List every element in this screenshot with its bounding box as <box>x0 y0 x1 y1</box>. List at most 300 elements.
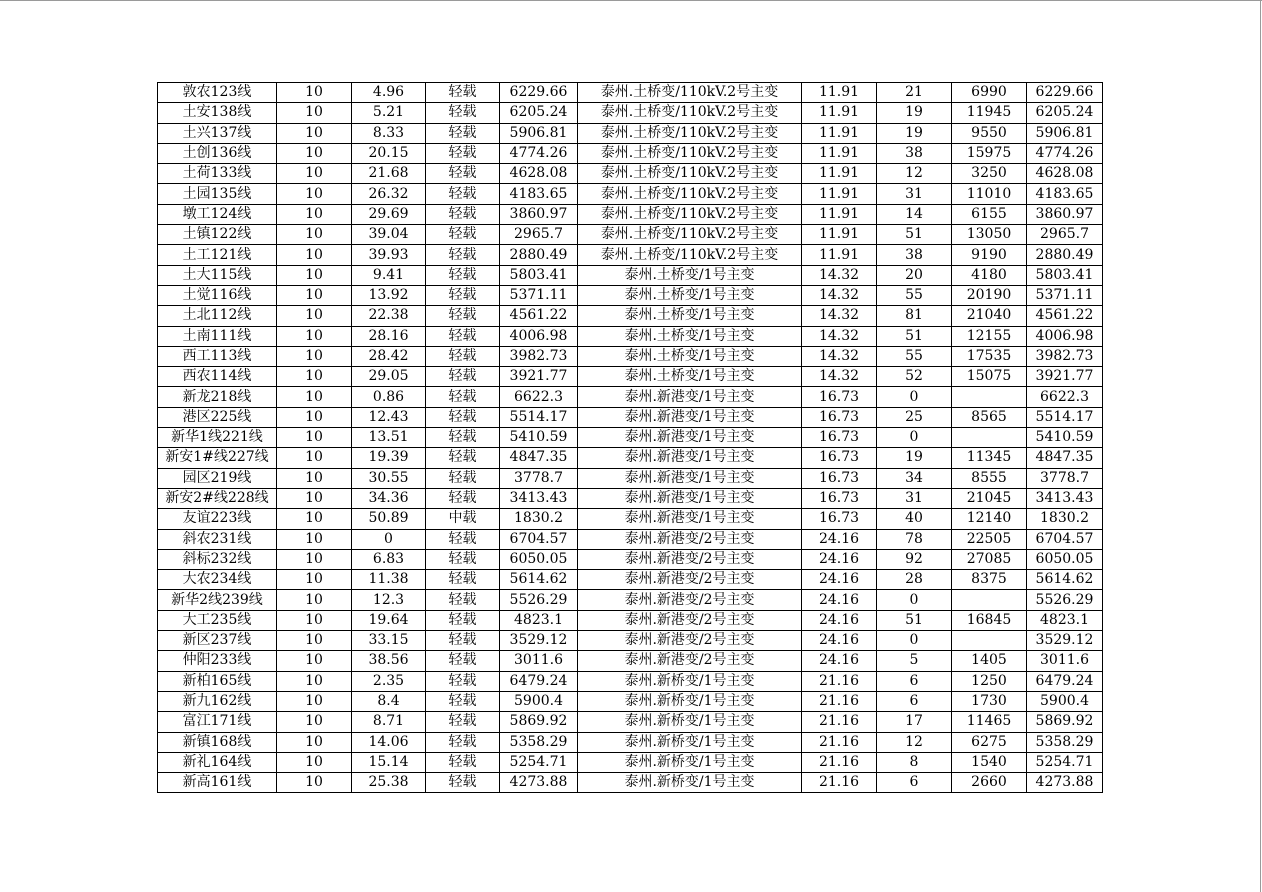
voltage-cell: 10 <box>277 123 352 143</box>
amount-cell: 1540 <box>952 752 1027 772</box>
voltage-cell: 10 <box>277 407 352 427</box>
count-cell: 78 <box>877 529 952 549</box>
load-status-cell: 轻载 <box>426 549 500 569</box>
margin-cell: 3011.6 <box>1027 651 1103 671</box>
amount-cell: 13050 <box>952 225 1027 245</box>
table-row <box>158 590 1103 610</box>
load-rate-cell: 5.21 <box>352 103 426 123</box>
load-rate-cell: 15.14 <box>352 752 426 772</box>
load-status-cell: 轻载 <box>426 691 500 711</box>
load-rate-cell: 8.4 <box>352 691 426 711</box>
load-rate-cell: 22.38 <box>352 306 426 326</box>
line-name-cell: 大农234线 <box>158 570 277 590</box>
transformer-cell: 泰州.新港变/1号主变 <box>578 448 802 468</box>
count-cell: 14 <box>877 204 952 224</box>
table-row <box>158 245 1103 265</box>
margin-cell: 5526.29 <box>1027 590 1103 610</box>
transformer-cell: 泰州.土桥变/110kV.2号主变 <box>578 83 802 103</box>
voltage-cell: 10 <box>277 773 352 793</box>
line-name-cell: 斜农231线 <box>158 529 277 549</box>
load-status-cell: 轻载 <box>426 712 500 732</box>
load-status-cell: 轻载 <box>426 651 500 671</box>
count-cell: 21 <box>877 83 952 103</box>
transformer-cell: 泰州.新港变/2号主变 <box>578 590 802 610</box>
voltage-cell: 10 <box>277 509 352 529</box>
load-rate-cell: 19.39 <box>352 448 426 468</box>
line-name-cell: 墩工124线 <box>158 204 277 224</box>
load-status-cell: 轻载 <box>426 184 500 204</box>
load-status-cell: 轻载 <box>426 428 500 448</box>
capacity-cell: 1830.2 <box>500 509 578 529</box>
margin-cell: 3921.77 <box>1027 367 1103 387</box>
margin-cell: 5803.41 <box>1027 265 1103 285</box>
load-status-cell: 轻载 <box>426 285 500 305</box>
line-name-cell: 新柏165线 <box>158 671 277 691</box>
table-row <box>158 367 1103 387</box>
table-row <box>158 285 1103 305</box>
table-row <box>158 448 1103 468</box>
table-row <box>158 387 1103 407</box>
margin-cell: 2880.49 <box>1027 245 1103 265</box>
amount-cell: 2660 <box>952 773 1027 793</box>
load-status-cell: 轻载 <box>426 225 500 245</box>
transformer-cell: 泰州.新港变/2号主变 <box>578 570 802 590</box>
count-cell: 92 <box>877 549 952 569</box>
voltage-cell: 10 <box>277 204 352 224</box>
load-status-cell: 轻载 <box>426 346 500 366</box>
margin-cell: 5358.29 <box>1027 732 1103 752</box>
line-name-cell: 新九162线 <box>158 691 277 711</box>
load-rate-cell: 6.83 <box>352 549 426 569</box>
count-cell: 40 <box>877 509 952 529</box>
count-cell: 20 <box>877 265 952 285</box>
table-row <box>158 346 1103 366</box>
margin-cell: 5614.62 <box>1027 570 1103 590</box>
voltage-cell: 10 <box>277 83 352 103</box>
amount-cell: 6990 <box>952 83 1027 103</box>
count-cell: 38 <box>877 143 952 163</box>
capacity-cell: 4561.22 <box>500 306 578 326</box>
count-cell: 6 <box>877 773 952 793</box>
line-name-cell: 土南111线 <box>158 326 277 346</box>
count-cell: 28 <box>877 570 952 590</box>
transformer-value-cell: 21.16 <box>802 712 877 732</box>
load-rate-cell: 29.69 <box>352 204 426 224</box>
capacity-cell: 5254.71 <box>500 752 578 772</box>
transformer-value-cell: 16.73 <box>802 509 877 529</box>
table-row <box>158 204 1103 224</box>
transformer-value-cell: 14.32 <box>802 346 877 366</box>
margin-cell: 1830.2 <box>1027 509 1103 529</box>
transformer-cell: 泰州.新港变/2号主变 <box>578 651 802 671</box>
voltage-cell: 10 <box>277 691 352 711</box>
table-row <box>158 691 1103 711</box>
amount-cell: 27085 <box>952 549 1027 569</box>
margin-cell: 5869.92 <box>1027 712 1103 732</box>
transformer-cell: 泰州.新港变/1号主变 <box>578 468 802 488</box>
transformer-value-cell: 24.16 <box>802 529 877 549</box>
line-name-cell: 土觉116线 <box>158 285 277 305</box>
capacity-cell: 5371.11 <box>500 285 578 305</box>
transformer-cell: 泰州.新港变/1号主变 <box>578 428 802 448</box>
margin-cell: 5371.11 <box>1027 285 1103 305</box>
margin-cell: 5906.81 <box>1027 123 1103 143</box>
transformer-value-cell: 11.91 <box>802 83 877 103</box>
load-rate-cell: 21.68 <box>352 164 426 184</box>
capacity-cell: 4823.1 <box>500 610 578 630</box>
margin-cell: 5254.71 <box>1027 752 1103 772</box>
margin-cell: 6229.66 <box>1027 83 1103 103</box>
amount-cell: 11465 <box>952 712 1027 732</box>
load-status-cell: 轻载 <box>426 468 500 488</box>
count-cell: 6 <box>877 691 952 711</box>
table-row <box>158 570 1103 590</box>
margin-cell: 4006.98 <box>1027 326 1103 346</box>
table-row <box>158 610 1103 630</box>
load-status-cell: 轻载 <box>426 83 500 103</box>
capacity-cell: 5900.4 <box>500 691 578 711</box>
capacity-cell: 4273.88 <box>500 773 578 793</box>
margin-cell: 4847.35 <box>1027 448 1103 468</box>
margin-cell: 5900.4 <box>1027 691 1103 711</box>
count-cell: 8 <box>877 752 952 772</box>
voltage-cell: 10 <box>277 549 352 569</box>
transformer-cell: 泰州.土桥变/110kV.2号主变 <box>578 103 802 123</box>
load-rate-cell: 20.15 <box>352 143 426 163</box>
count-cell: 19 <box>877 123 952 143</box>
margin-cell: 3413.43 <box>1027 488 1103 508</box>
transformer-cell: 泰州.新桥变/1号主变 <box>578 773 802 793</box>
page-top-edge <box>0 0 1262 1</box>
count-cell: 0 <box>877 631 952 651</box>
table-row <box>158 732 1103 752</box>
load-rate-cell: 29.05 <box>352 367 426 387</box>
amount-cell: 22505 <box>952 529 1027 549</box>
load-status-cell: 轻载 <box>426 631 500 651</box>
amount-cell <box>952 387 1027 407</box>
load-rate-cell: 0 <box>352 529 426 549</box>
capacity-cell: 6205.24 <box>500 103 578 123</box>
load-rate-cell: 34.36 <box>352 488 426 508</box>
count-cell: 19 <box>877 448 952 468</box>
count-cell: 51 <box>877 610 952 630</box>
load-status-cell: 轻载 <box>426 752 500 772</box>
transformer-value-cell: 21.16 <box>802 773 877 793</box>
line-name-cell: 西农114线 <box>158 367 277 387</box>
transformer-value-cell: 24.16 <box>802 651 877 671</box>
load-rate-cell: 4.96 <box>352 83 426 103</box>
table-row <box>158 529 1103 549</box>
load-rate-cell: 8.71 <box>352 712 426 732</box>
voltage-cell: 10 <box>277 387 352 407</box>
voltage-cell: 10 <box>277 570 352 590</box>
margin-cell: 6050.05 <box>1027 549 1103 569</box>
amount-cell: 11010 <box>952 184 1027 204</box>
line-name-cell: 土创136线 <box>158 143 277 163</box>
amount-cell: 21045 <box>952 488 1027 508</box>
line-name-cell: 新安2#线228线 <box>158 488 277 508</box>
transformer-cell: 泰州.土桥变/110kV.2号主变 <box>578 245 802 265</box>
load-status-cell: 轻载 <box>426 367 500 387</box>
line-name-cell: 斜标232线 <box>158 549 277 569</box>
transformer-value-cell: 11.91 <box>802 103 877 123</box>
transformer-value-cell: 11.91 <box>802 245 877 265</box>
transformer-value-cell: 16.73 <box>802 387 877 407</box>
margin-cell: 4273.88 <box>1027 773 1103 793</box>
count-cell: 17 <box>877 712 952 732</box>
transformer-cell: 泰州.土桥变/110kV.2号主变 <box>578 225 802 245</box>
transformer-value-cell: 16.73 <box>802 407 877 427</box>
voltage-cell: 10 <box>277 164 352 184</box>
line-name-cell: 新龙218线 <box>158 387 277 407</box>
load-rate-cell: 25.38 <box>352 773 426 793</box>
transformer-value-cell: 24.16 <box>802 570 877 590</box>
amount-cell: 1250 <box>952 671 1027 691</box>
count-cell: 5 <box>877 651 952 671</box>
load-status-cell: 轻载 <box>426 610 500 630</box>
transformer-value-cell: 14.32 <box>802 306 877 326</box>
load-status-cell: 轻载 <box>426 671 500 691</box>
load-status-cell: 轻载 <box>426 570 500 590</box>
load-status-cell: 轻载 <box>426 590 500 610</box>
transformer-value-cell: 24.16 <box>802 631 877 651</box>
table-row <box>158 651 1103 671</box>
line-name-cell: 新高161线 <box>158 773 277 793</box>
voltage-cell: 10 <box>277 671 352 691</box>
margin-cell: 4561.22 <box>1027 306 1103 326</box>
margin-cell: 6205.24 <box>1027 103 1103 123</box>
count-cell: 31 <box>877 488 952 508</box>
load-rate-cell: 28.42 <box>352 346 426 366</box>
voltage-cell: 10 <box>277 428 352 448</box>
line-name-cell: 新安1#线227线 <box>158 448 277 468</box>
transformer-cell: 泰州.新港变/2号主变 <box>578 529 802 549</box>
line-name-cell: 园区219线 <box>158 468 277 488</box>
amount-cell: 4180 <box>952 265 1027 285</box>
margin-cell: 3778.7 <box>1027 468 1103 488</box>
load-rate-cell: 12.3 <box>352 590 426 610</box>
amount-cell: 11345 <box>952 448 1027 468</box>
count-cell: 55 <box>877 346 952 366</box>
margin-cell: 6704.57 <box>1027 529 1103 549</box>
transformer-value-cell: 11.91 <box>802 184 877 204</box>
amount-cell <box>952 590 1027 610</box>
table-row <box>158 549 1103 569</box>
table-row <box>158 306 1103 326</box>
transformer-cell: 泰州.新港变/2号主变 <box>578 610 802 630</box>
amount-cell: 15975 <box>952 143 1027 163</box>
capacity-cell: 4006.98 <box>500 326 578 346</box>
line-name-cell: 土镇122线 <box>158 225 277 245</box>
transformer-cell: 泰州.土桥变/1号主变 <box>578 265 802 285</box>
voltage-cell: 10 <box>277 752 352 772</box>
table-row <box>158 428 1103 448</box>
capacity-cell: 3011.6 <box>500 651 578 671</box>
transformer-value-cell: 16.73 <box>802 468 877 488</box>
count-cell: 55 <box>877 285 952 305</box>
load-status-cell: 轻载 <box>426 306 500 326</box>
transformer-value-cell: 16.73 <box>802 448 877 468</box>
load-rate-cell: 33.15 <box>352 631 426 651</box>
load-rate-cell: 12.43 <box>352 407 426 427</box>
load-rate-cell: 13.92 <box>352 285 426 305</box>
transformer-cell: 泰州.新桥变/1号主变 <box>578 732 802 752</box>
transformer-cell: 泰州.土桥变/110kV.2号主变 <box>578 123 802 143</box>
capacity-cell: 6622.3 <box>500 387 578 407</box>
margin-cell: 4774.26 <box>1027 143 1103 163</box>
transformer-value-cell: 11.91 <box>802 123 877 143</box>
transformer-value-cell: 11.91 <box>802 204 877 224</box>
margin-cell: 5410.59 <box>1027 428 1103 448</box>
amount-cell: 8555 <box>952 468 1027 488</box>
load-status-cell: 轻载 <box>426 164 500 184</box>
capacity-cell: 4628.08 <box>500 164 578 184</box>
voltage-cell: 10 <box>277 143 352 163</box>
table-row <box>158 265 1103 285</box>
transformer-cell: 泰州.土桥变/110kV.2号主变 <box>578 184 802 204</box>
capacity-cell: 5906.81 <box>500 123 578 143</box>
amount-cell: 6275 <box>952 732 1027 752</box>
capacity-cell: 4183.65 <box>500 184 578 204</box>
margin-cell: 3982.73 <box>1027 346 1103 366</box>
voltage-cell: 10 <box>277 184 352 204</box>
load-status-cell: 轻载 <box>426 143 500 163</box>
count-cell: 25 <box>877 407 952 427</box>
load-status-cell: 轻载 <box>426 326 500 346</box>
count-cell: 31 <box>877 184 952 204</box>
transformer-cell: 泰州.新港变/2号主变 <box>578 549 802 569</box>
load-rate-cell: 11.38 <box>352 570 426 590</box>
table-row <box>158 143 1103 163</box>
voltage-cell: 10 <box>277 712 352 732</box>
load-status-cell: 轻载 <box>426 265 500 285</box>
transformer-cell: 泰州.土桥变/1号主变 <box>578 306 802 326</box>
table-row <box>158 83 1103 103</box>
load-rate-cell: 0.86 <box>352 387 426 407</box>
line-name-cell: 土园135线 <box>158 184 277 204</box>
margin-cell: 6479.24 <box>1027 671 1103 691</box>
line-name-cell: 港区225线 <box>158 407 277 427</box>
count-cell: 6 <box>877 671 952 691</box>
load-status-cell: 中载 <box>426 509 500 529</box>
capacity-cell: 5614.62 <box>500 570 578 590</box>
voltage-cell: 10 <box>277 285 352 305</box>
transformer-value-cell: 16.73 <box>802 428 877 448</box>
margin-cell: 4823.1 <box>1027 610 1103 630</box>
transformer-cell: 泰州.新桥变/1号主变 <box>578 671 802 691</box>
load-rate-cell: 39.04 <box>352 225 426 245</box>
page-right-edge <box>1260 0 1261 892</box>
count-cell: 81 <box>877 306 952 326</box>
transformer-cell: 泰州.土桥变/110kV.2号主变 <box>578 204 802 224</box>
transformer-value-cell: 11.91 <box>802 143 877 163</box>
table-row <box>158 468 1103 488</box>
amount-cell: 20190 <box>952 285 1027 305</box>
capacity-cell: 5869.92 <box>500 712 578 732</box>
capacity-cell: 4847.35 <box>500 448 578 468</box>
voltage-cell: 10 <box>277 326 352 346</box>
voltage-cell: 10 <box>277 468 352 488</box>
table-row <box>158 773 1103 793</box>
count-cell: 0 <box>877 590 952 610</box>
amount-cell: 8565 <box>952 407 1027 427</box>
transformer-value-cell: 21.16 <box>802 671 877 691</box>
capacity-cell: 5358.29 <box>500 732 578 752</box>
transformer-cell: 泰州.新港变/1号主变 <box>578 407 802 427</box>
load-status-cell: 轻载 <box>426 732 500 752</box>
transformer-value-cell: 24.16 <box>802 590 877 610</box>
capacity-cell: 5526.29 <box>500 590 578 610</box>
line-name-cell: 新华2线239线 <box>158 590 277 610</box>
count-cell: 12 <box>877 164 952 184</box>
transformer-value-cell: 14.32 <box>802 326 877 346</box>
table-row <box>158 631 1103 651</box>
line-name-cell: 西工113线 <box>158 346 277 366</box>
table-row <box>158 103 1103 123</box>
amount-cell: 11945 <box>952 103 1027 123</box>
amount-cell <box>952 428 1027 448</box>
table-row <box>158 752 1103 772</box>
transformer-cell: 泰州.土桥变/110kV.2号主变 <box>578 164 802 184</box>
transformer-cell: 泰州.土桥变/1号主变 <box>578 367 802 387</box>
load-rate-cell: 8.33 <box>352 123 426 143</box>
line-name-cell: 友谊223线 <box>158 509 277 529</box>
transformer-value-cell: 11.91 <box>802 164 877 184</box>
load-status-cell: 轻载 <box>426 103 500 123</box>
voltage-cell: 10 <box>277 529 352 549</box>
load-status-cell: 轻载 <box>426 204 500 224</box>
capacity-cell: 6479.24 <box>500 671 578 691</box>
line-name-cell: 土荷133线 <box>158 164 277 184</box>
voltage-cell: 10 <box>277 590 352 610</box>
voltage-cell: 10 <box>277 367 352 387</box>
line-name-cell: 仲阳233线 <box>158 651 277 671</box>
transformer-cell: 泰州.新港变/1号主变 <box>578 387 802 407</box>
load-rate-cell: 19.64 <box>352 610 426 630</box>
margin-cell: 2965.7 <box>1027 225 1103 245</box>
transformer-cell: 泰州.土桥变/1号主变 <box>578 285 802 305</box>
load-status-cell: 轻载 <box>426 123 500 143</box>
voltage-cell: 10 <box>277 488 352 508</box>
line-name-cell: 土大115线 <box>158 265 277 285</box>
capacity-cell: 6050.05 <box>500 549 578 569</box>
amount-cell: 6155 <box>952 204 1027 224</box>
table-row <box>158 225 1103 245</box>
load-status-cell: 轻载 <box>426 387 500 407</box>
transformer-cell: 泰州.新桥变/1号主变 <box>578 691 802 711</box>
margin-cell: 5514.17 <box>1027 407 1103 427</box>
transformer-value-cell: 11.91 <box>802 225 877 245</box>
load-rate-cell: 14.06 <box>352 732 426 752</box>
table-row <box>158 164 1103 184</box>
amount-cell: 12155 <box>952 326 1027 346</box>
transformer-cell: 泰州.新港变/2号主变 <box>578 631 802 651</box>
transformer-cell: 泰州.新桥变/1号主变 <box>578 712 802 732</box>
load-status-cell: 轻载 <box>426 529 500 549</box>
transformer-cell: 泰州.新桥变/1号主变 <box>578 752 802 772</box>
amount-cell: 15075 <box>952 367 1027 387</box>
count-cell: 34 <box>877 468 952 488</box>
capacity-cell: 2965.7 <box>500 225 578 245</box>
count-cell: 0 <box>877 428 952 448</box>
load-rate-cell: 30.55 <box>352 468 426 488</box>
margin-cell: 4183.65 <box>1027 184 1103 204</box>
transformer-value-cell: 21.16 <box>802 752 877 772</box>
line-name-cell: 土安138线 <box>158 103 277 123</box>
amount-cell <box>952 631 1027 651</box>
amount-cell: 1405 <box>952 651 1027 671</box>
amount-cell: 3250 <box>952 164 1027 184</box>
